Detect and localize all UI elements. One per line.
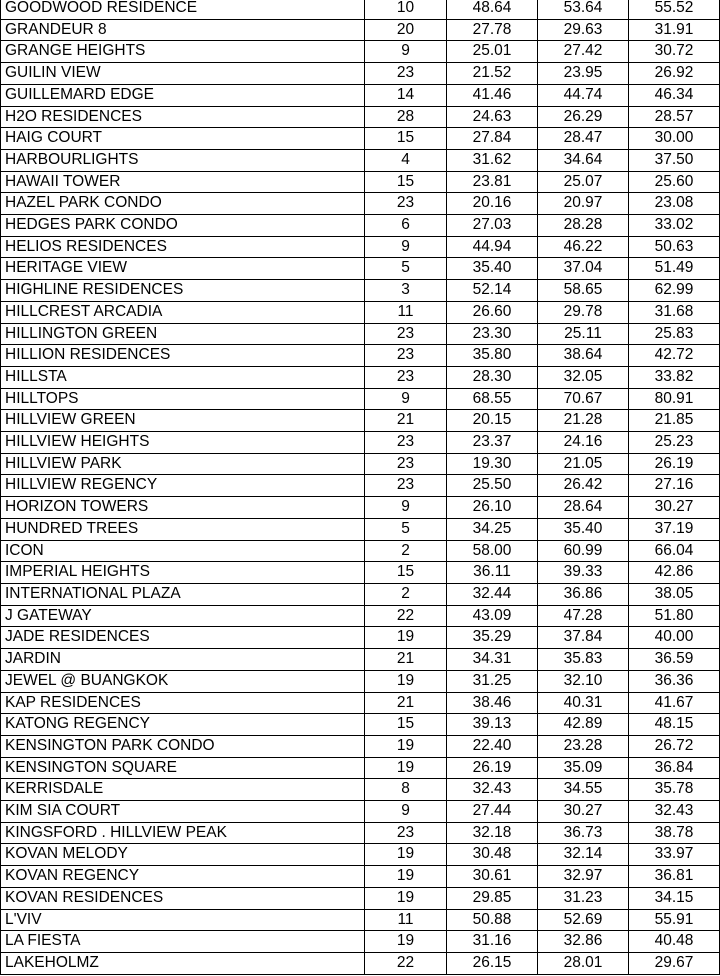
district-cell: 3 [365,280,447,302]
value-2-cell: 32.14 [538,844,629,866]
value-1-cell: 28.30 [447,366,538,388]
value-1-cell: 52.14 [447,280,538,302]
table-row [1,866,720,888]
value-3-cell: 40.48 [629,931,720,953]
value-2-cell: 35.40 [538,518,629,540]
district-cell: 20 [365,19,447,41]
value-1-cell: 50.88 [447,909,538,931]
project-name-cell: HAZEL PARK CONDO [1,193,365,215]
value-2-cell: 53.64 [538,0,629,19]
value-1-cell: 24.63 [447,106,538,128]
district-cell: 19 [365,627,447,649]
value-1-cell: 26.15 [447,952,538,974]
value-2-cell: 34.55 [538,779,629,801]
district-cell: 19 [365,844,447,866]
project-name-cell: GOODWOOD RESIDENCE [1,0,365,19]
value-3-cell: 38.78 [629,822,720,844]
project-name-cell: HELIOS RESIDENCES [1,236,365,258]
project-name-cell: KAP RESIDENCES [1,692,365,714]
value-1-cell: 25.01 [447,41,538,63]
value-2-cell: 58.65 [538,280,629,302]
table-row [1,193,720,215]
table-row [1,171,720,193]
project-name-cell: LA FIESTA [1,931,365,953]
value-2-cell: 26.42 [538,475,629,497]
value-1-cell: 22.40 [447,735,538,757]
table-row [1,388,720,410]
value-2-cell: 37.84 [538,627,629,649]
value-3-cell: 38.05 [629,583,720,605]
value-1-cell: 32.18 [447,822,538,844]
project-name-cell: HAWAII TOWER [1,171,365,193]
value-2-cell: 42.89 [538,714,629,736]
project-name-cell: HILLTOPS [1,388,365,410]
district-cell: 9 [365,801,447,823]
value-2-cell: 29.78 [538,301,629,323]
table-row [1,649,720,671]
district-cell: 21 [365,692,447,714]
value-1-cell: 19.30 [447,453,538,475]
value-2-cell: 28.01 [538,952,629,974]
project-name-cell: KINGSFORD . HILLVIEW PEAK [1,822,365,844]
value-2-cell: 24.16 [538,432,629,454]
table-row [1,844,720,866]
value-3-cell: 62.99 [629,280,720,302]
value-2-cell: 31.23 [538,887,629,909]
value-3-cell: 37.19 [629,518,720,540]
value-1-cell: 23.81 [447,171,538,193]
table-row [1,714,720,736]
district-cell: 23 [365,432,447,454]
value-2-cell: 35.09 [538,757,629,779]
value-3-cell: 30.72 [629,41,720,63]
table-row [1,323,720,345]
value-2-cell: 21.05 [538,453,629,475]
project-name-cell: KOVAN MELODY [1,844,365,866]
value-3-cell: 25.83 [629,323,720,345]
project-name-cell: HILLSTA [1,366,365,388]
project-name-cell: LAKEHOLMZ [1,952,365,974]
table-row [1,735,720,757]
value-2-cell: 44.74 [538,84,629,106]
value-3-cell: 25.60 [629,171,720,193]
table-row [1,41,720,63]
project-name-cell: GRANGE HEIGHTS [1,41,365,63]
district-cell: 23 [365,345,447,367]
value-1-cell: 34.31 [447,649,538,671]
value-1-cell: 25.50 [447,475,538,497]
value-1-cell: 20.16 [447,193,538,215]
table-row [1,909,720,931]
value-2-cell: 23.28 [538,735,629,757]
table-row [1,605,720,627]
project-name-cell: JARDIN [1,649,365,671]
value-3-cell: 27.16 [629,475,720,497]
table-row [1,410,720,432]
table-row [1,887,720,909]
project-name-cell: J GATEWAY [1,605,365,627]
table-row [1,822,720,844]
value-2-cell: 30.27 [538,801,629,823]
table-row [1,366,720,388]
table-row [1,236,720,258]
district-cell: 23 [365,475,447,497]
project-name-cell: HILLVIEW REGENCY [1,475,365,497]
project-name-cell: IMPERIAL HEIGHTS [1,562,365,584]
value-1-cell: 31.25 [447,670,538,692]
project-name-cell: HUNDRED TREES [1,518,365,540]
value-3-cell: 29.67 [629,952,720,974]
value-2-cell: 25.11 [538,323,629,345]
district-cell: 15 [365,128,447,150]
project-name-cell: KERRISDALE [1,779,365,801]
table-row [1,106,720,128]
value-2-cell: 21.28 [538,410,629,432]
value-3-cell: 26.72 [629,735,720,757]
value-3-cell: 51.49 [629,258,720,280]
project-name-cell: KENSINGTON PARK CONDO [1,735,365,757]
value-2-cell: 25.07 [538,171,629,193]
district-cell: 23 [365,323,447,345]
value-3-cell: 30.00 [629,128,720,150]
value-2-cell: 70.67 [538,388,629,410]
value-1-cell: 26.10 [447,497,538,519]
value-3-cell: 31.91 [629,19,720,41]
table-row [1,432,720,454]
table-row [1,0,720,19]
project-name-cell: HILLVIEW HEIGHTS [1,432,365,454]
table-row [1,215,720,237]
value-2-cell: 37.04 [538,258,629,280]
value-2-cell: 27.42 [538,41,629,63]
value-2-cell: 32.97 [538,866,629,888]
value-1-cell: 35.40 [447,258,538,280]
value-2-cell: 28.47 [538,128,629,150]
district-cell: 6 [365,215,447,237]
value-1-cell: 32.43 [447,779,538,801]
value-3-cell: 66.04 [629,540,720,562]
value-3-cell: 21.85 [629,410,720,432]
value-2-cell: 32.10 [538,670,629,692]
district-cell: 9 [365,497,447,519]
value-2-cell: 29.63 [538,19,629,41]
district-cell: 23 [365,822,447,844]
table-row [1,149,720,171]
table-row [1,301,720,323]
value-2-cell: 34.64 [538,149,629,171]
table-row [1,692,720,714]
district-cell: 5 [365,258,447,280]
value-3-cell: 42.72 [629,345,720,367]
project-name-cell: KATONG REGENCY [1,714,365,736]
value-2-cell: 23.95 [538,63,629,85]
value-3-cell: 42.86 [629,562,720,584]
district-cell: 22 [365,952,447,974]
district-cell: 5 [365,518,447,540]
value-3-cell: 33.82 [629,366,720,388]
value-1-cell: 43.09 [447,605,538,627]
value-2-cell: 36.86 [538,583,629,605]
table-row [1,518,720,540]
district-cell: 22 [365,605,447,627]
project-name-cell: HERITAGE VIEW [1,258,365,280]
value-1-cell: 21.52 [447,63,538,85]
value-1-cell: 29.85 [447,887,538,909]
district-cell: 19 [365,757,447,779]
table-row [1,280,720,302]
value-2-cell: 47.28 [538,605,629,627]
value-3-cell: 30.27 [629,497,720,519]
value-3-cell: 41.67 [629,692,720,714]
table-row [1,497,720,519]
value-1-cell: 68.55 [447,388,538,410]
value-1-cell: 23.37 [447,432,538,454]
project-name-cell: HIGHLINE RESIDENCES [1,280,365,302]
value-1-cell: 30.61 [447,866,538,888]
district-cell: 19 [365,887,447,909]
table-row [1,540,720,562]
district-cell: 23 [365,193,447,215]
value-1-cell: 36.11 [447,562,538,584]
project-name-cell: H2O RESIDENCES [1,106,365,128]
project-name-cell: GUILLEMARD EDGE [1,84,365,106]
value-1-cell: 23.30 [447,323,538,345]
value-2-cell: 28.28 [538,215,629,237]
value-1-cell: 48.64 [447,0,538,19]
district-cell: 10 [365,0,447,19]
district-cell: 23 [365,453,447,475]
value-1-cell: 27.44 [447,801,538,823]
value-3-cell: 33.02 [629,215,720,237]
value-3-cell: 55.91 [629,909,720,931]
value-2-cell: 60.99 [538,540,629,562]
value-2-cell: 39.33 [538,562,629,584]
value-2-cell: 38.64 [538,345,629,367]
value-1-cell: 27.03 [447,215,538,237]
project-name-cell: INTERNATIONAL PLAZA [1,583,365,605]
project-name-cell: HAIG COURT [1,128,365,150]
table-row [1,801,720,823]
district-cell: 19 [365,866,447,888]
project-name-cell: KOVAN REGENCY [1,866,365,888]
value-3-cell: 36.84 [629,757,720,779]
district-cell: 15 [365,562,447,584]
district-cell: 11 [365,301,447,323]
project-name-cell: GRANDEUR 8 [1,19,365,41]
value-1-cell: 31.16 [447,931,538,953]
value-2-cell: 35.83 [538,649,629,671]
value-3-cell: 28.57 [629,106,720,128]
district-cell: 8 [365,779,447,801]
district-cell: 9 [365,41,447,63]
project-name-cell: JEWEL @ BUANGKOK [1,670,365,692]
project-name-cell: HILLCREST ARCADIA [1,301,365,323]
value-1-cell: 35.29 [447,627,538,649]
district-cell: 21 [365,649,447,671]
value-2-cell: 32.05 [538,366,629,388]
district-cell: 11 [365,909,447,931]
value-3-cell: 35.78 [629,779,720,801]
table-row [1,627,720,649]
value-3-cell: 36.59 [629,649,720,671]
value-3-cell: 40.00 [629,627,720,649]
value-1-cell: 39.13 [447,714,538,736]
value-2-cell: 32.86 [538,931,629,953]
district-cell: 21 [365,410,447,432]
value-2-cell: 52.69 [538,909,629,931]
table-row [1,562,720,584]
value-2-cell: 46.22 [538,236,629,258]
district-cell: 14 [365,84,447,106]
value-3-cell: 36.81 [629,866,720,888]
district-cell: 28 [365,106,447,128]
project-name-cell: KOVAN RESIDENCES [1,887,365,909]
value-3-cell: 80.91 [629,388,720,410]
project-name-cell: L'VIV [1,909,365,931]
value-3-cell: 25.23 [629,432,720,454]
project-name-cell: HILLVIEW GREEN [1,410,365,432]
value-1-cell: 31.62 [447,149,538,171]
value-1-cell: 44.94 [447,236,538,258]
project-name-cell: HARBOURLIGHTS [1,149,365,171]
table-row [1,63,720,85]
value-1-cell: 30.48 [447,844,538,866]
value-3-cell: 23.08 [629,193,720,215]
district-cell: 15 [365,171,447,193]
value-1-cell: 27.78 [447,19,538,41]
value-3-cell: 26.92 [629,63,720,85]
value-1-cell: 34.25 [447,518,538,540]
table-row [1,19,720,41]
district-cell: 23 [365,366,447,388]
value-1-cell: 20.15 [447,410,538,432]
value-3-cell: 26.19 [629,453,720,475]
project-name-cell: HILLINGTON GREEN [1,323,365,345]
value-1-cell: 58.00 [447,540,538,562]
district-cell: 2 [365,540,447,562]
value-3-cell: 32.43 [629,801,720,823]
value-1-cell: 32.44 [447,583,538,605]
district-cell: 19 [365,735,447,757]
value-2-cell: 28.64 [538,497,629,519]
value-1-cell: 41.46 [447,84,538,106]
district-cell: 4 [365,149,447,171]
value-3-cell: 48.15 [629,714,720,736]
table-body [1,0,720,974]
table-row [1,779,720,801]
table-row [1,84,720,106]
value-2-cell: 40.31 [538,692,629,714]
value-3-cell: 46.34 [629,84,720,106]
project-name-cell: HILLION RESIDENCES [1,345,365,367]
value-2-cell: 20.97 [538,193,629,215]
table-row [1,931,720,953]
value-3-cell: 36.36 [629,670,720,692]
value-3-cell: 34.15 [629,887,720,909]
value-3-cell: 37.50 [629,149,720,171]
value-3-cell: 50.63 [629,236,720,258]
value-1-cell: 35.80 [447,345,538,367]
district-cell: 2 [365,583,447,605]
value-1-cell: 27.84 [447,128,538,150]
value-3-cell: 31.68 [629,301,720,323]
value-3-cell: 55.52 [629,0,720,19]
project-name-cell: KENSINGTON SQUARE [1,757,365,779]
value-3-cell: 33.97 [629,844,720,866]
table-row [1,128,720,150]
project-name-cell: GUILIN VIEW [1,63,365,85]
project-name-cell: HORIZON TOWERS [1,497,365,519]
district-cell: 19 [365,931,447,953]
project-name-cell: HEDGES PARK CONDO [1,215,365,237]
table-row [1,453,720,475]
project-name-cell: JADE RESIDENCES [1,627,365,649]
district-cell: 19 [365,670,447,692]
value-1-cell: 26.19 [447,757,538,779]
table-row [1,583,720,605]
table-row [1,757,720,779]
table-row [1,345,720,367]
project-name-cell: HILLVIEW PARK [1,453,365,475]
value-2-cell: 26.29 [538,106,629,128]
table-row [1,670,720,692]
table-row [1,952,720,974]
district-cell: 9 [365,236,447,258]
value-1-cell: 38.46 [447,692,538,714]
district-cell: 9 [365,388,447,410]
district-cell: 15 [365,714,447,736]
project-name-cell: KIM SIA COURT [1,801,365,823]
table-row [1,258,720,280]
district-cell: 23 [365,63,447,85]
value-3-cell: 51.80 [629,605,720,627]
table-row [1,475,720,497]
value-2-cell: 36.73 [538,822,629,844]
project-name-cell: ICON [1,540,365,562]
value-1-cell: 26.60 [447,301,538,323]
